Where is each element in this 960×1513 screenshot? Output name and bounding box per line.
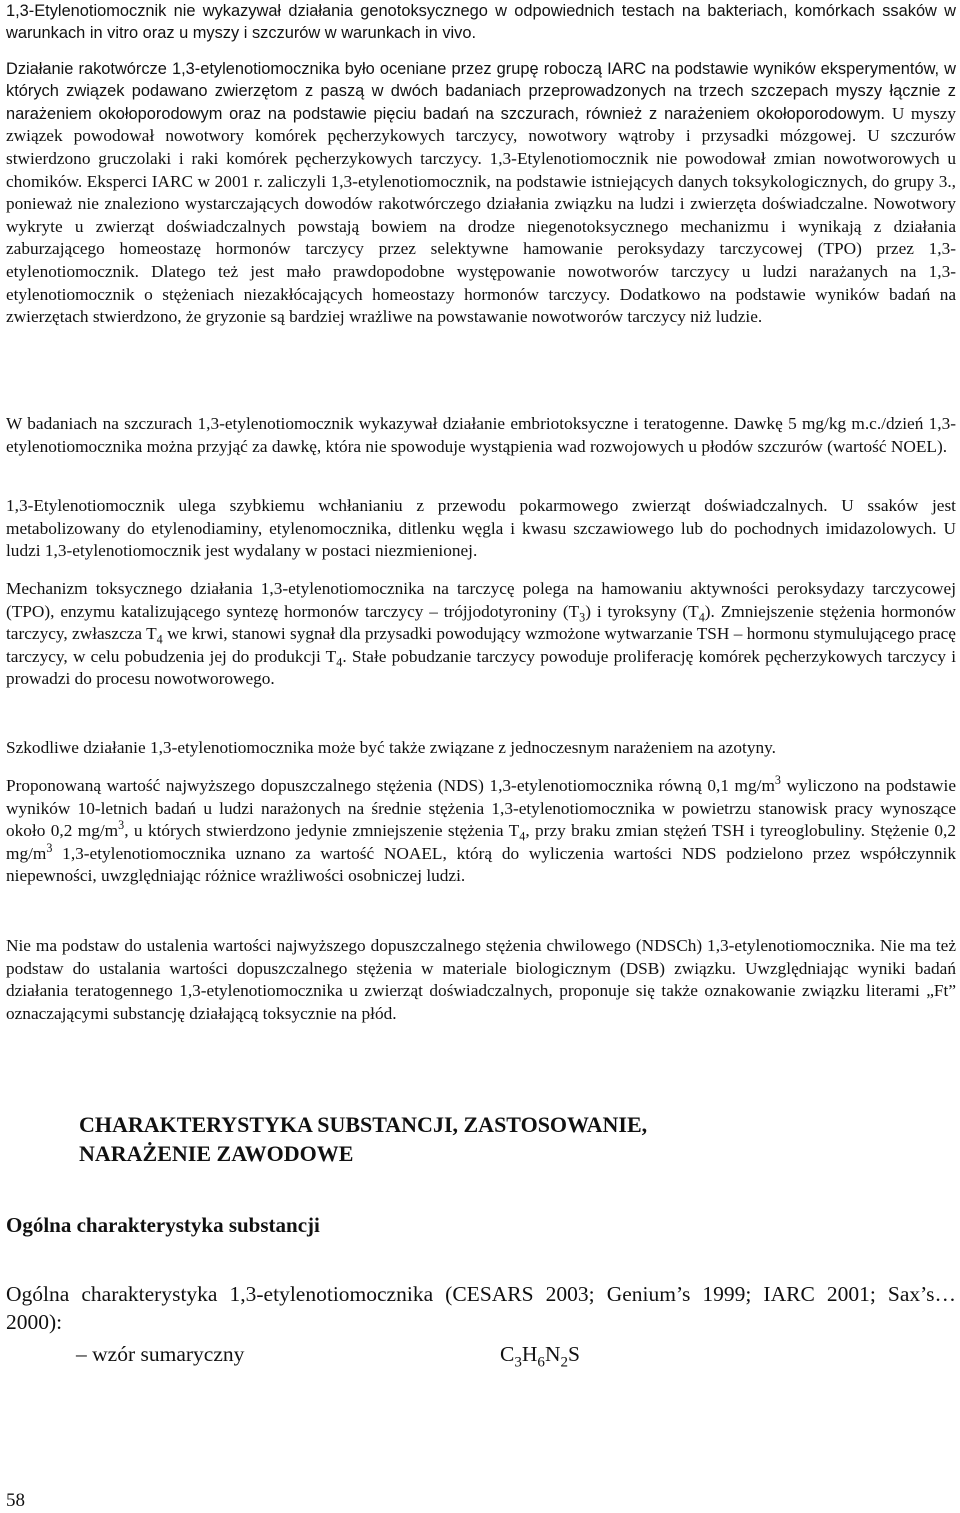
nds-text-2: wyliczono na podstawie wyników 10-letnich badań u ludzi narażonych na średnie stężenia 1,3-etylenotiomocznika w powietrzu stanowisk pracy wynoszące około 0,2 mg/m — [6, 776, 956, 841]
formula-label: – wzór sumaryczny — [76, 1342, 245, 1366]
paragraph-carcinogenicity-part2: U myszy związek powodował nowotwory komórek pęcherzykowych tarczycy, nowotwory wątroby i przysadki mózgowej. U szczurów stwierdzono gruczolaki i raki komórek pęcherzykowych tarczycy. 1,3-Etylenotiomocznik nie powodował zmian nowotworowych u chomików. Eksperci IARC w 2001 r. zaliczyli 1,3-etylenotiomocznik, na podstawie istniejących danych toksykologicznych, do grupy 3., ponieważ nie znaleziono wystarczających dowodów rakotwórczego działania związku na ludzi i zwierzęta doświadczalne. Nowotwory wykryte u zwierząt doświadczalnych powstają bowiem na drodze niegenotoksycznego mechanizmu i wynikają z działania zaburzającego homeostazę hormonów tarczycy przez selektywne hamowanie peroksydazy tarczycowej (TPO) przez 1,3-etylenotiomocznik. Dlatego też jest mało prawdopodobne występowanie nowotworów tarczycy u ludzi narażanych na 1,3-etylenotiomocznik o stężeniach niezakłócających homeostazy hormonów tarczycy. Dodatkowo na podstawie wyników badań na zwierzętach stwierdzono, że gryzonie są bardziej wrażliwe na powstawanie nowotworów tarczycy niż ludzie. — [6, 103, 957, 327]
mechanism-text-3: ). Zmniejszenie stężenia hormonów tarczycy, zwłaszcza T — [6, 601, 957, 644]
subscript-4: 4 — [519, 829, 526, 844]
mechanism-text-2: ) i tyroksyny (T — [585, 601, 699, 621]
formula-element: H — [521, 1342, 538, 1366]
page-number: 58 — [6, 1490, 25, 1511]
paragraph-carcinogenicity-part1: Działanie rakotwórcze 1,3-etylenotiomocznika było oceniane przez grupę roboczą IARC na podstawie wyników eksperymentów, w których związek podawano zwierzętom z paszą w dwóch badaniach przeprowadzonych na trzech szczepach myszy łącznie z narażeniem okołoporodowym oraz na podstawie pięciu badań na szczurach, również z narażeniem okołoporodowym. — [6, 60, 956, 123]
nds-text-1: Proponowaną wartość najwyższego dopuszczalnego stężenia (NDS) 1,3-etylenotiomocznika równą 0,1 mg/m — [6, 776, 775, 795]
subscript-4: 4 — [336, 655, 343, 670]
superscript-3: 3 — [774, 773, 781, 788]
nds-text-5: 1,3-etylenotiomocznika uznano za wartość NOAEL, którą do wyliczenia wartości NDS podzielono przez współczynnik niepewności, uwzględniając różnice wrażliwości osobniczej ludzi. — [6, 843, 956, 886]
superscript-3: 3 — [46, 841, 53, 856]
formula-element: N — [544, 1342, 561, 1366]
mechanism-text-4: we krwi, stanowi sygnał dla przysadki powodujący wzmożone wytwarzanie TSH – hormonu stymulującego pracę tarczycy, w celu pobudzenia jej do produkcji T — [6, 624, 956, 666]
paragraph-ndsch: Nie ma podstaw do ustalenia wartości najwyższego dopuszczalnego stężenia chwilowego (NDSCh) 1,3-etylenotiomocznika. Nie ma też podstaw do ustalania wartości dopuszczalnego stężenia w materiale biologicznym (DSB) związku. Uwzględniając wyniki badań działania teratogennego 1,3-etylenotiomocznika u zwierząt doświadczalnych, proponuje się także oznakowanie związku literami „Ft” oznaczającymi substancję działającą toksycznie na płód. — [6, 936, 956, 1023]
paragraph-nds — [6, 775, 956, 888]
section-heading-line2: NARAŻENIE ZAWODOWE — [79, 1141, 354, 1166]
formula-subscript: 3 — [514, 1354, 522, 1371]
mechanism-text-1: Mechanizm toksycznego działania 1,3-etylenotiomocznika na tarczycę polega na hamowaniu aktywności peroksydazy tarczycowej (TPO), enzymu katalizującego syntezę hormonów tarczycy – trójjodotyroniny (T — [6, 579, 956, 621]
formula-value — [500, 1340, 580, 1371]
paragraph-genotoxicity: 1,3-Etylenotiomocznik nie wykazywał działania genotoksycznego w odpowiednich testach na bakteriach, komórkach ssaków w warunkach in vitro oraz u myszy i szczurów w warunkach in vivo. — [6, 2, 956, 43]
subscript-4: 4 — [698, 610, 705, 625]
nds-text-4: , przy braku zmian stężeń TSH i tyreoglobuliny. Stężenie 0,2 mg/m — [6, 821, 957, 863]
paragraph-absorption: 1,3-Etylenotiomocznik ulega szybkiemu wchłanianiu z przewodu pokarmowego zwierząt doświadczalnych. U ssaków jest metabolizowany do etylenodiaminy, etylenomocznika, ditlenku węgla i kwasu szczawiowego lub do pochodnych imidazolowych. U ludzi 1,3-etylenotiomocznik jest wydalany w postaci niezmienionej. — [6, 496, 956, 561]
formula-element: S — [568, 1342, 580, 1366]
intro-paragraph: Ogólna charakterystyka 1,3-etylenotiomocznika (CESARS 2003; Genium’s 1999; IARC 2001; Sax’s… 2000): — [6, 1282, 956, 1334]
subscript-3: 3 — [579, 610, 586, 625]
formula-subscript: 6 — [537, 1354, 545, 1371]
paragraph-nitrites: Szkodliwe działanie 1,3-etylenotiomocznika może być także związane z jednoczesnym narażeniem na azotyny. — [6, 738, 776, 757]
section-heading — [79, 1110, 949, 1168]
formula-row — [6, 1340, 580, 1371]
formula-subscript: 2 — [560, 1354, 568, 1371]
paragraph-teratogenicity: W badaniach na szczurach 1,3-etylenotiomocznik wykazywał działanie embriotoksyczne i teratogenne. Dawkę 5 mg/kg m.c./dzień 1,3-etylenotiomocznika można przyjąć za dawkę, która nie spowoduje wystąpienia wad rozwojowych u płodów szczurów (wartość NOEL). — [6, 414, 956, 456]
superscript-3: 3 — [118, 818, 125, 833]
subscript-4: 4 — [156, 632, 163, 647]
formula-element: C — [500, 1342, 515, 1366]
paragraph-mechanism — [6, 578, 956, 691]
section-heading-line1: CHARAKTERYSTYKA SUBSTANCJI, ZASTOSOWANIE, — [79, 1112, 648, 1137]
paragraph-carcinogenicity — [6, 58, 956, 329]
nds-text-3: , u których stwierdzono jedynie zmniejszenie stężenia T — [124, 821, 520, 841]
subheading: Ogólna charakterystyka substancji — [6, 1213, 320, 1237]
mechanism-text-5: . Stałe pobudzanie tarczycy powoduje proliferację komórek pęcherzykowych tarczycy i prowadzi do procesu nowotworowego. — [6, 646, 956, 689]
